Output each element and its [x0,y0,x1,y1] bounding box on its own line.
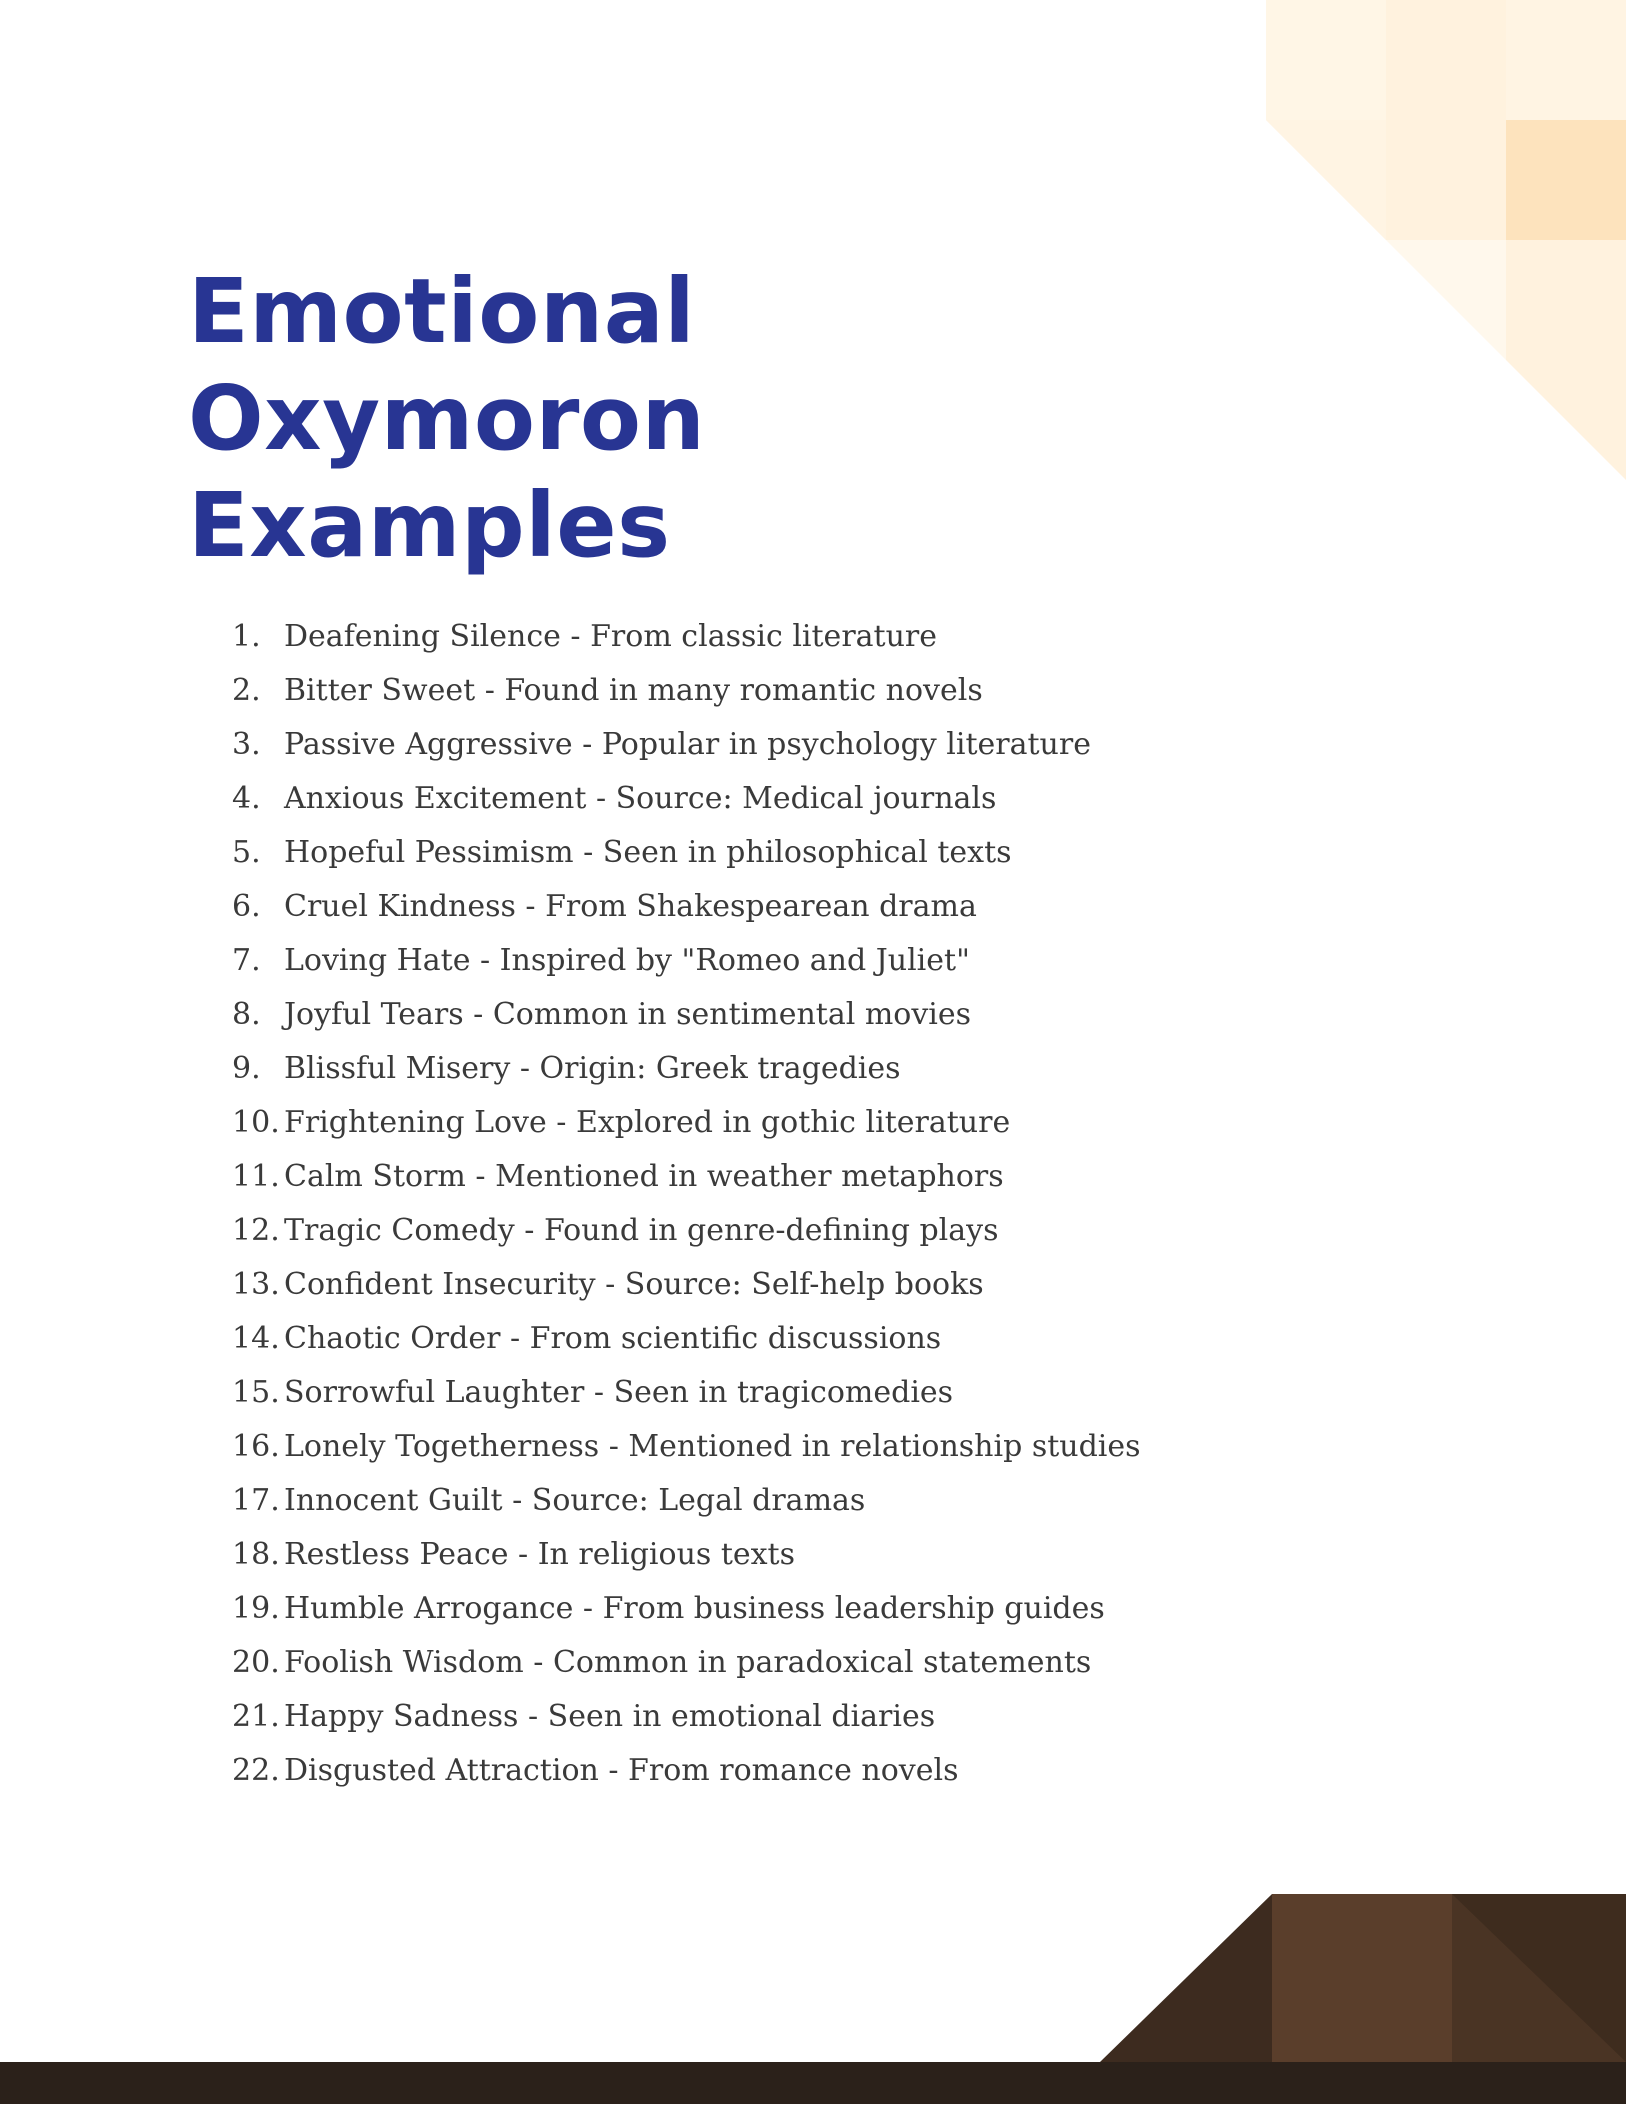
list-item [232,988,1141,1042]
item-number: 14 . [232,1312,284,1366]
item-text: Anxious Excitement - Source: Medical journals [284,781,997,816]
item-number: 3 . [232,718,284,772]
item-number: 10 . [232,1096,284,1150]
item-number: 19 . [232,1582,284,1636]
item-text: Cruel Kindness - From Shakespearean drama [284,889,977,924]
item-number: 11 . [232,1150,284,1204]
list-item [232,1312,1141,1366]
item-text: Loving Hate - Inspired by "Romeo and Juliet" [284,943,970,978]
title-line-2: Oxymoron [188,366,706,470]
bottom-decoration [0,1874,1626,2104]
list-item [232,1096,1141,1150]
item-number: 7 . [232,934,284,988]
item-text: Hopeful Pessimism - Seen in philosophical texts [284,835,1012,870]
item-number: 15 . [232,1366,284,1420]
item-text: Humble Arrogance - From business leadership guides [284,1591,1105,1626]
item-text: Deafening Silence - From classic literature [284,619,938,654]
item-text: Foolish Wisdom - Common in paradoxical statements [284,1645,1092,1680]
list-item [232,664,1141,718]
item-text: Blissful Misery - Origin: Greek tragedies [284,1051,901,1086]
item-number: 17 . [232,1474,284,1528]
item-number: 18 . [232,1528,284,1582]
list-item [232,1258,1141,1312]
list-item [232,1204,1141,1258]
item-number: 6 . [232,880,284,934]
title-line-1: Emotional [188,259,696,363]
item-number: 8 . [232,988,284,1042]
item-number: 20 . [232,1636,284,1690]
item-number: 2 . [232,664,284,718]
item-text: Innocent Guilt - Source: Legal dramas [284,1483,866,1518]
list-item [232,718,1141,772]
item-text: Joyful Tears - Common in sentimental movies [284,997,972,1032]
item-number: 5 . [232,826,284,880]
item-text: Disgusted Attraction - From romance novels [284,1753,959,1788]
item-text: Calm Storm - Mentioned in weather metaphors [284,1159,1004,1194]
oxymoron-list [232,610,1141,1798]
item-text: Passive Aggressive - Popular in psychology literature [284,727,1091,762]
item-number: 9 . [232,1042,284,1096]
list-item [232,1528,1141,1582]
item-text: Sorrowful Laughter - Seen in tragicomedies [284,1375,954,1410]
item-text: Restless Peace - In religious texts [284,1537,795,1572]
list-item [232,1420,1141,1474]
item-text: Happy Sadness - Seen in emotional diaries [284,1699,936,1734]
title-line-3: Examples [188,473,671,577]
list-item [232,1582,1141,1636]
list-item [232,1690,1141,1744]
item-text: Frightening Love - Explored in gothic literature [284,1105,1011,1140]
item-number: 1 . [232,610,284,664]
list-item [232,1042,1141,1096]
list-item [232,1744,1141,1798]
list-item [232,826,1141,880]
item-number: 16 . [232,1420,284,1474]
item-text: Tragic Comedy - Found in genre-defining plays [284,1213,999,1248]
list-item [232,880,1141,934]
item-text: Chaotic Order - From scientific discussions [284,1321,942,1356]
list-item [232,1636,1141,1690]
list-item [232,610,1141,664]
list-item [232,1150,1141,1204]
top-right-decoration [1166,0,1626,480]
list-item [232,772,1141,826]
item-text: Bitter Sweet - Found in many romantic novels [284,673,983,708]
item-text: Lonely Togetherness - Mentioned in relationship studies [284,1429,1141,1464]
item-number: 13 . [232,1258,284,1312]
item-text: Confident Insecurity - Source: Self-help books [284,1267,984,1302]
list-item [232,1474,1141,1528]
item-number: 4 . [232,772,284,826]
item-number: 22 . [232,1744,284,1798]
item-number: 21 . [232,1690,284,1744]
list-item [232,1366,1141,1420]
item-number: 12 . [232,1204,284,1258]
list-item [232,934,1141,988]
page-title [188,258,705,579]
